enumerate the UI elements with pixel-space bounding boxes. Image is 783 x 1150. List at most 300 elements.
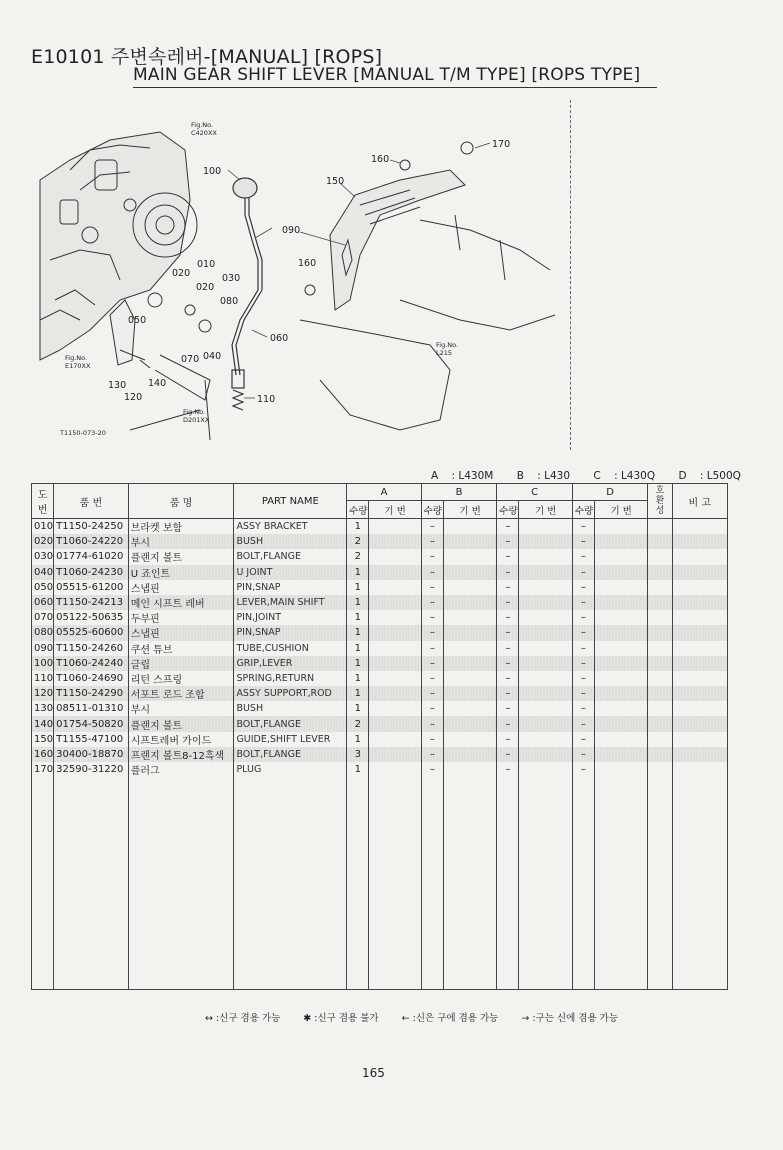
callout-110: 110 [257, 394, 276, 405]
row-remarks [672, 549, 727, 564]
row-machine-d [594, 686, 647, 701]
row-machine-c [519, 595, 572, 610]
header-qty-c: 수량 [497, 501, 519, 519]
row-part-no: T1155-47100 [54, 732, 129, 747]
header-qty-a: 수량 [347, 501, 369, 519]
row-remarks [672, 732, 727, 747]
row-machine-a [369, 671, 421, 686]
page-title-english: MAIN GEAR SHIFT LEVER [MANUAL T/M TYPE] [ROPS TYPE] [133, 65, 641, 85]
row-ref: 160 [32, 747, 54, 762]
row-qty-d: – [572, 565, 594, 580]
row-machine-c [519, 610, 572, 625]
row-qty-b: – [421, 701, 443, 716]
header-part-name: PART NAME [234, 484, 347, 519]
row-machine-a [369, 716, 421, 731]
row-part-name: BOLT,FLANGE [234, 747, 347, 762]
row-remarks [672, 534, 727, 549]
row-machine-d [594, 747, 647, 762]
row-qty-d: – [572, 762, 594, 777]
callout-020b: 020 [196, 282, 215, 293]
row-qty-b: – [421, 656, 443, 671]
row-part-no: 01754-50820 [54, 716, 129, 731]
row-compat [648, 671, 672, 686]
row-compat [648, 580, 672, 595]
callout-060: 060 [270, 333, 289, 344]
row-part-no: T1060-24240 [54, 656, 129, 671]
row-machine-b [443, 534, 496, 549]
row-machine-b [443, 732, 496, 747]
table-row [32, 565, 728, 580]
model-key-c: C : L430Q [593, 470, 656, 482]
row-machine-c [519, 534, 572, 549]
shift-lever-drawing [232, 178, 262, 410]
header-machine-d: 기 번 [594, 501, 647, 519]
row-compat [648, 534, 672, 549]
row-qty-d: – [572, 701, 594, 716]
filler-cell [347, 777, 369, 990]
table-row [32, 641, 728, 656]
row-machine-a [369, 625, 421, 640]
row-remarks [672, 671, 727, 686]
row-machine-a [369, 549, 421, 564]
row-machine-b [443, 701, 496, 716]
header-machine-a: 기 번 [369, 501, 421, 519]
row-ref: 050 [32, 580, 54, 595]
row-machine-b [443, 671, 496, 686]
row-qty-a: 1 [347, 656, 369, 671]
header-group-c: C [497, 484, 573, 501]
row-part-no: T1150-24213 [54, 595, 129, 610]
row-machine-c [519, 762, 572, 777]
filler-cell [594, 777, 647, 990]
row-part-no: T1060-24220 [54, 534, 129, 549]
row-machine-d [594, 549, 647, 564]
row-part-no: T1060-24690 [54, 671, 129, 686]
row-part-name: BOLT,FLANGE [234, 549, 347, 564]
row-ref: 120 [32, 686, 54, 701]
parts-table-body [32, 519, 728, 990]
row-qty-d: – [572, 671, 594, 686]
legend-item-2: ✱ :신구 겸용 불가 [303, 1013, 379, 1024]
row-ref: 110 [32, 671, 54, 686]
row-qty-b: – [421, 747, 443, 762]
filler-cell [234, 777, 347, 990]
row-machine-d [594, 580, 647, 595]
filler-cell [572, 777, 594, 990]
header-group-b: B [421, 484, 497, 501]
row-qty-d: – [572, 686, 594, 701]
callout-050: 050 [128, 315, 147, 326]
row-machine-b [443, 716, 496, 731]
row-remarks [672, 610, 727, 625]
row-qty-a: 1 [347, 671, 369, 686]
callout-070: 070 [181, 354, 200, 365]
row-machine-b [443, 656, 496, 671]
row-part-no: 30400-18870 [54, 747, 129, 762]
row-part-name: BUSH [234, 534, 347, 549]
filler-cell [54, 777, 129, 990]
row-qty-c: – [497, 656, 519, 671]
row-part-name-ko: 시프트레버 가이드 [128, 732, 234, 747]
table-row [32, 732, 728, 747]
row-part-no: 05122-50635 [54, 610, 129, 625]
row-machine-c [519, 519, 572, 535]
row-qty-b: – [421, 641, 443, 656]
header-part-no: 품 번 [54, 484, 129, 519]
row-qty-b: – [421, 565, 443, 580]
callout-160a: 160 [298, 258, 317, 269]
row-qty-c: – [497, 641, 519, 656]
row-qty-a: 3 [347, 747, 369, 762]
row-qty-d: – [572, 747, 594, 762]
row-machine-c [519, 732, 572, 747]
row-machine-a [369, 686, 421, 701]
drawing-ref-code: T1150-073-20 [60, 429, 106, 437]
row-part-name-ko: 스냅핀 [128, 580, 234, 595]
row-qty-b: – [421, 625, 443, 640]
row-qty-d: – [572, 716, 594, 731]
row-machine-b [443, 686, 496, 701]
row-qty-a: 1 [347, 595, 369, 610]
row-machine-d [594, 565, 647, 580]
row-ref: 060 [32, 595, 54, 610]
row-qty-b: – [421, 580, 443, 595]
row-qty-b: – [421, 762, 443, 777]
row-ref: 010 [32, 519, 54, 535]
header-ref: 도 번 [32, 484, 54, 519]
header-qty-d: 수량 [572, 501, 594, 519]
row-compat [648, 762, 672, 777]
row-machine-d [594, 534, 647, 549]
row-compat [648, 595, 672, 610]
row-remarks [672, 641, 727, 656]
row-machine-b [443, 549, 496, 564]
row-machine-c [519, 625, 572, 640]
fig-label-d201: Fig.No. D201XX [183, 408, 210, 424]
section-title-ko: 주변속레버-[MANUAL] [ROPS] [110, 46, 383, 68]
table-filler-row [32, 777, 728, 990]
row-qty-a: 1 [347, 625, 369, 640]
row-qty-a: 1 [347, 641, 369, 656]
filler-cell [497, 777, 519, 990]
row-machine-d [594, 625, 647, 640]
row-machine-b [443, 762, 496, 777]
row-qty-a: 1 [347, 519, 369, 535]
row-ref: 130 [32, 701, 54, 716]
row-qty-a: 2 [347, 549, 369, 564]
row-part-name-ko: 리턴 스프링 [128, 671, 234, 686]
row-part-name-ko: 플랜지 볼트 [128, 716, 234, 731]
row-qty-c: – [497, 519, 519, 535]
row-compat [648, 701, 672, 716]
row-remarks [672, 595, 727, 610]
row-part-name: ASSY SUPPORT,ROD [234, 686, 347, 701]
header-part-name-ko: 품 명 [128, 484, 234, 519]
row-qty-c: – [497, 716, 519, 731]
row-machine-d [594, 732, 647, 747]
row-part-name: PLUG [234, 762, 347, 777]
filler-cell [128, 777, 234, 990]
row-part-name-ko: 부시 [128, 701, 234, 716]
row-qty-d: – [572, 595, 594, 610]
row-part-no: T1150-24250 [54, 519, 129, 535]
table-row [32, 519, 728, 535]
row-qty-c: – [497, 610, 519, 625]
row-part-name-ko: U 죠인트 [128, 565, 234, 580]
row-machine-a [369, 641, 421, 656]
legend-item-1: ↔ :신구 겸용 가능 [205, 1013, 281, 1024]
row-compat [648, 625, 672, 640]
row-compat [648, 641, 672, 656]
header-compat: 호 환 성 [648, 484, 672, 519]
table-row [32, 747, 728, 762]
filler-cell [443, 777, 496, 990]
compatibility-legend [205, 1010, 638, 1024]
row-qty-d: – [572, 625, 594, 640]
row-compat [648, 716, 672, 731]
row-machine-a [369, 747, 421, 762]
table-row [32, 549, 728, 564]
row-qty-a: 1 [347, 565, 369, 580]
row-ref: 090 [32, 641, 54, 656]
row-machine-c [519, 580, 572, 595]
row-machine-b [443, 519, 496, 535]
row-ref: 140 [32, 716, 54, 731]
callout-130: 130 [108, 380, 127, 391]
row-machine-d [594, 762, 647, 777]
row-qty-d: – [572, 610, 594, 625]
row-part-name: PIN,SNAP [234, 625, 347, 640]
legend-item-3: ← :신은 구에 겸용 가능 [401, 1013, 499, 1024]
row-qty-c: – [497, 747, 519, 762]
row-part-no: 05515-61200 [54, 580, 129, 595]
exploded-parts-diagram [0, 0, 783, 460]
row-part-name-ko: 브라켓 보함 [128, 519, 234, 535]
parts-table [31, 483, 728, 990]
filler-cell [519, 777, 572, 990]
row-part-name: GRIP,LEVER [234, 656, 347, 671]
header-machine-c: 기 번 [519, 501, 572, 519]
row-ref: 030 [32, 549, 54, 564]
row-qty-d: – [572, 580, 594, 595]
table-row [32, 762, 728, 777]
row-compat [648, 732, 672, 747]
row-remarks [672, 701, 727, 716]
callout-030: 030 [222, 273, 241, 284]
row-machine-b [443, 565, 496, 580]
row-qty-d: – [572, 519, 594, 535]
callout-120: 120 [124, 392, 143, 403]
row-machine-b [443, 747, 496, 762]
row-machine-c [519, 716, 572, 731]
model-key-a: A : L430M [431, 470, 494, 482]
header-qty-b: 수량 [421, 501, 443, 519]
row-part-name: LEVER,MAIN SHIFT [234, 595, 347, 610]
header-remarks: 비 고 [672, 484, 727, 519]
row-machine-d [594, 716, 647, 731]
row-remarks [672, 625, 727, 640]
row-qty-a: 1 [347, 580, 369, 595]
filler-cell [672, 777, 727, 990]
row-qty-a: 2 [347, 534, 369, 549]
row-qty-c: – [497, 625, 519, 640]
row-ref: 100 [32, 656, 54, 671]
row-part-no: T1060-24230 [54, 565, 129, 580]
row-qty-a: 1 [347, 610, 369, 625]
row-compat [648, 519, 672, 535]
table-row [32, 595, 728, 610]
row-part-no: T1150-24260 [54, 641, 129, 656]
row-qty-a: 1 [347, 686, 369, 701]
row-remarks [672, 565, 727, 580]
row-qty-c: – [497, 671, 519, 686]
row-qty-b: – [421, 671, 443, 686]
row-part-name-ko: 플랜지 볼트 [128, 549, 234, 564]
fig-c420-line2: C420XX [191, 129, 217, 137]
section-code: E10101 [31, 46, 105, 68]
filler-cell [369, 777, 421, 990]
table-row [32, 686, 728, 701]
row-part-no: 08511-01310 [54, 701, 129, 716]
row-part-name: PIN,JOINT [234, 610, 347, 625]
row-machine-a [369, 610, 421, 625]
callout-010: 010 [197, 259, 216, 270]
header-machine-b: 기 번 [443, 501, 496, 519]
row-machine-b [443, 625, 496, 640]
header-group-d: D [572, 484, 648, 501]
row-part-name: ASSY BRACKET [234, 519, 347, 535]
row-machine-c [519, 671, 572, 686]
row-machine-a [369, 565, 421, 580]
row-machine-c [519, 549, 572, 564]
row-qty-c: – [497, 549, 519, 564]
row-part-no: 01774-61020 [54, 549, 129, 564]
row-compat [648, 686, 672, 701]
callout-080: 080 [220, 296, 239, 307]
row-part-name-ko: 부시 [128, 534, 234, 549]
row-machine-d [594, 595, 647, 610]
row-part-name-ko: 프랜지 볼트8-12흑색 [128, 747, 234, 762]
row-machine-b [443, 580, 496, 595]
row-machine-d [594, 671, 647, 686]
row-part-name-ko: 쿠션 튜브 [128, 641, 234, 656]
row-part-name: PIN,SNAP [234, 580, 347, 595]
filler-cell [648, 777, 672, 990]
row-qty-c: – [497, 534, 519, 549]
row-qty-c: – [497, 686, 519, 701]
row-part-no: 32590-31220 [54, 762, 129, 777]
row-machine-a [369, 595, 421, 610]
row-part-name-ko: 서포트 로드 조합 [128, 686, 234, 701]
row-qty-a: 1 [347, 701, 369, 716]
row-remarks [672, 686, 727, 701]
callout-170: 170 [492, 139, 511, 150]
row-machine-c [519, 656, 572, 671]
row-qty-c: – [497, 580, 519, 595]
row-qty-d: – [572, 732, 594, 747]
row-part-name: TUBE,CUSHION [234, 641, 347, 656]
callout-090: 090 [282, 225, 301, 236]
row-qty-b: – [421, 610, 443, 625]
row-compat [648, 610, 672, 625]
row-ref: 020 [32, 534, 54, 549]
filler-cell [421, 777, 443, 990]
callout-160b: 160 [371, 154, 390, 165]
row-qty-b: – [421, 732, 443, 747]
row-machine-d [594, 610, 647, 625]
fig-c420-line1: Fig.No. [191, 121, 214, 129]
callout-140: 140 [148, 378, 167, 389]
row-remarks [672, 519, 727, 535]
row-ref: 040 [32, 565, 54, 580]
table-row [32, 625, 728, 640]
row-ref: 150 [32, 732, 54, 747]
callout-100: 100 [203, 166, 222, 177]
row-qty-b: – [421, 534, 443, 549]
row-machine-b [443, 641, 496, 656]
row-qty-a: 1 [347, 732, 369, 747]
row-compat [648, 565, 672, 580]
row-compat [648, 747, 672, 762]
model-key [431, 470, 761, 482]
row-part-name-ko: 스냅핀 [128, 625, 234, 640]
row-machine-a [369, 580, 421, 595]
row-machine-d [594, 656, 647, 671]
row-machine-c [519, 701, 572, 716]
callout-020: 020 [172, 268, 191, 279]
row-part-name-ko: 두부핀 [128, 610, 234, 625]
row-machine-a [369, 762, 421, 777]
row-part-no: 05525-60600 [54, 625, 129, 640]
row-qty-c: – [497, 595, 519, 610]
row-part-name: BUSH [234, 701, 347, 716]
model-key-d: D : L500Q [678, 470, 741, 482]
callout-040: 040 [203, 351, 222, 362]
row-remarks [672, 716, 727, 731]
row-qty-d: – [572, 656, 594, 671]
row-machine-b [443, 595, 496, 610]
row-part-name: BOLT,FLANGE [234, 716, 347, 731]
row-compat [648, 656, 672, 671]
row-qty-d: – [572, 641, 594, 656]
row-machine-c [519, 565, 572, 580]
row-qty-c: – [497, 762, 519, 777]
row-part-name-ko: 플러그 [128, 762, 234, 777]
header-group-a: A [347, 484, 422, 501]
table-row [32, 534, 728, 549]
row-part-name: GUIDE,SHIFT LEVER [234, 732, 347, 747]
row-machine-d [594, 641, 647, 656]
row-machine-b [443, 610, 496, 625]
row-machine-a [369, 519, 421, 535]
table-row [32, 656, 728, 671]
row-machine-a [369, 534, 421, 549]
table-row [32, 701, 728, 716]
legend-item-4: → :구는 신에 겸용 가능 [521, 1013, 618, 1024]
row-machine-c [519, 686, 572, 701]
row-remarks [672, 762, 727, 777]
row-machine-a [369, 656, 421, 671]
row-qty-b: – [421, 716, 443, 731]
row-machine-a [369, 701, 421, 716]
row-part-no: T1150-24290 [54, 686, 129, 701]
row-compat [648, 549, 672, 564]
callout-150: 150 [326, 176, 345, 187]
fig-label-l215: Fig.No. L215 [436, 341, 459, 357]
model-key-b: B : L430 [516, 470, 571, 482]
row-ref: 070 [32, 610, 54, 625]
row-qty-b: – [421, 595, 443, 610]
